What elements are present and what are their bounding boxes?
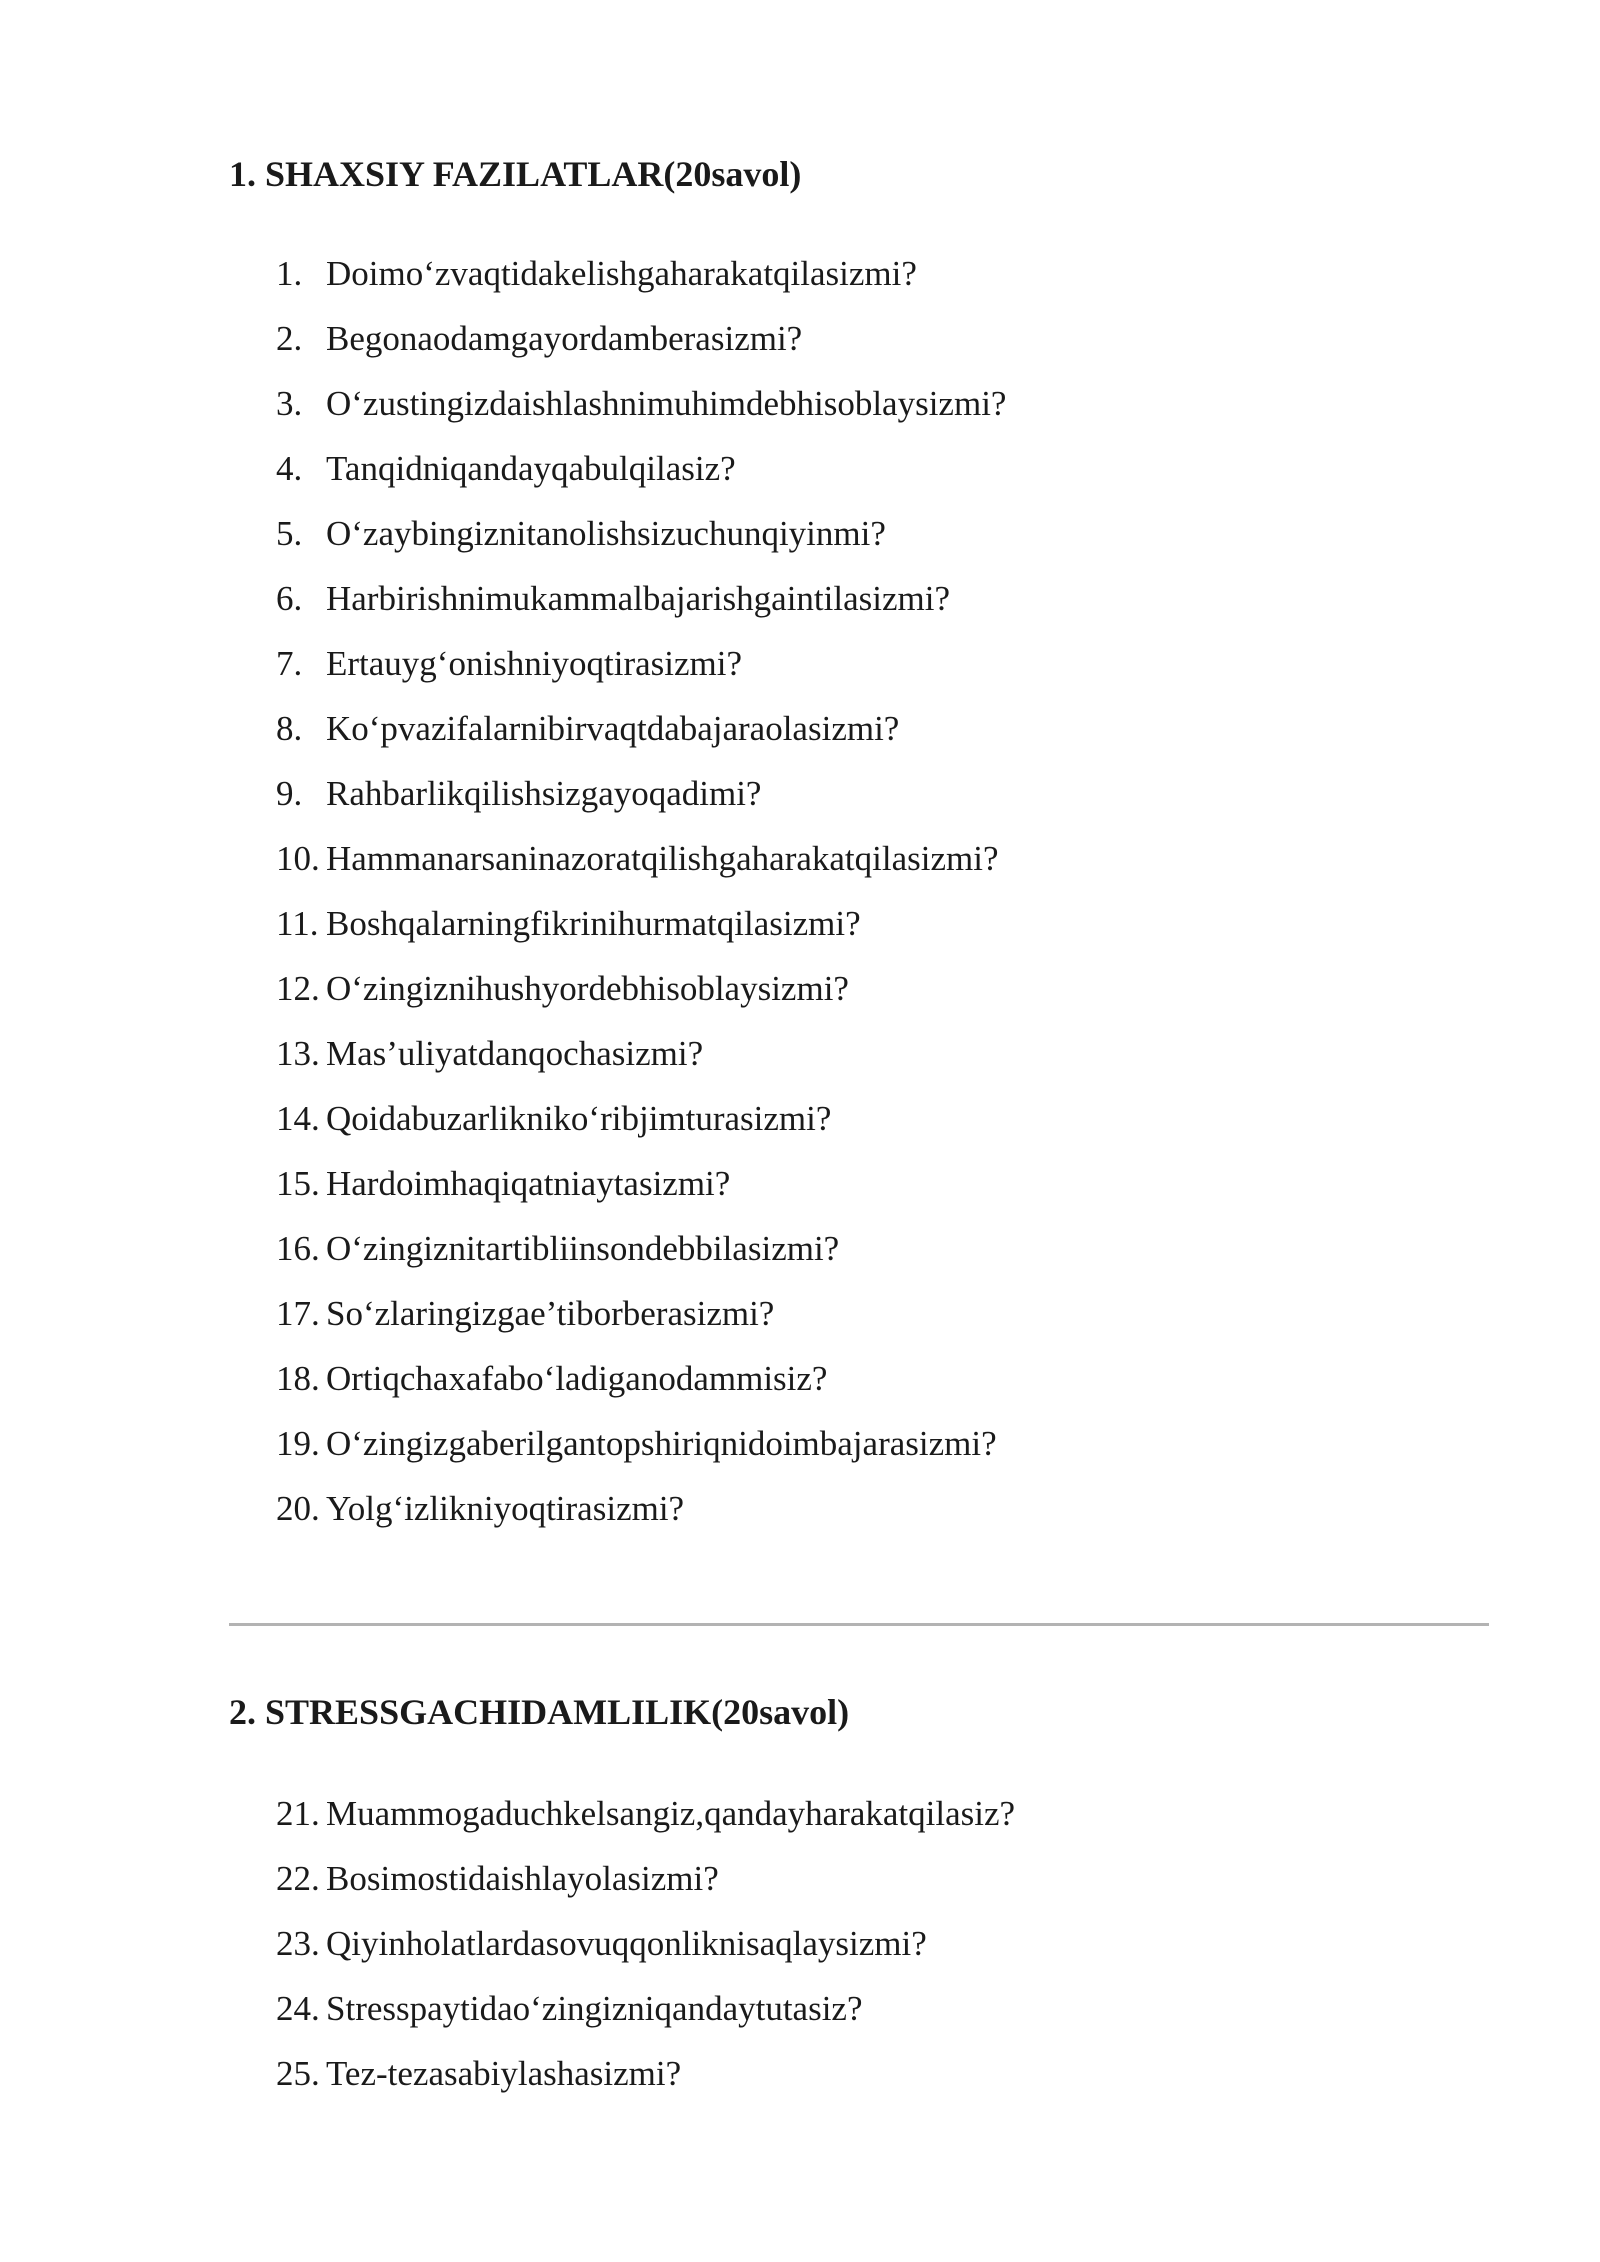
question-text: Yolg‘izlikniyoqtirasizmi? [326, 1489, 685, 1528]
question-number: 1. [276, 254, 303, 293]
question-text: Ertauyg‘onishniyoqtirasizmi? [326, 644, 743, 683]
question-number: 8. [276, 709, 303, 748]
question-item [276, 1922, 1015, 1987]
question-item [276, 707, 1006, 772]
question-text: Harbirishnimukammalbajarishgaintilasizmi? [326, 579, 951, 618]
question-text: O‘zingizgaberilgantopshiriqnidoimbajarasizmi? [326, 1424, 997, 1463]
question-number: 10. [276, 839, 320, 878]
question-number: 2. [276, 319, 303, 358]
question-text: Muammogaduchkelsangiz,qandayharakatqilasiz? [326, 1794, 1016, 1833]
question-text: O‘zingiznihushyordebhisoblaysizmi? [326, 969, 849, 1008]
question-item [276, 252, 1006, 317]
question-text: Rahbarlikqilishsizgayoqadimi? [326, 774, 762, 813]
question-item [276, 772, 1006, 837]
question-number: 6. [276, 579, 303, 618]
question-item [276, 1032, 1006, 1097]
question-item [276, 1792, 1015, 1857]
question-text: Tez-tezasabiylashasizmi? [326, 2054, 682, 2093]
question-item [276, 1487, 1006, 1552]
question-number: 23. [276, 1924, 320, 1963]
question-text: Tanqidniqandayqabulqilasiz? [326, 449, 736, 488]
question-number: 17. [276, 1294, 320, 1333]
question-item [276, 1422, 1006, 1487]
question-item [276, 967, 1006, 1032]
question-item [276, 1097, 1006, 1162]
question-item [276, 317, 1006, 382]
question-number: 13. [276, 1034, 320, 1073]
question-number: 25. [276, 2054, 320, 2093]
question-number: 3. [276, 384, 303, 423]
question-number: 24. [276, 1989, 320, 2028]
question-list-personal-qualities [276, 252, 1006, 1552]
question-number: 14. [276, 1099, 320, 1138]
question-number: 12. [276, 969, 320, 1008]
question-text: Qiyinholatlardasovuqqonliknisaqlaysizmi? [326, 1924, 927, 1963]
question-list-stress-resistance [276, 1792, 1015, 2117]
question-number: 5. [276, 514, 303, 553]
question-number: 4. [276, 449, 303, 488]
question-text: Bosimostidaishlayolasizmi? [326, 1859, 719, 1898]
question-text: Boshqalarningfikrinihurmatqilasizmi? [326, 904, 861, 943]
question-number: 18. [276, 1359, 320, 1398]
question-text: Qoidabuzarlikniko‘ribjimturasizmi? [326, 1099, 832, 1138]
question-item [276, 642, 1006, 707]
question-text: Stresspaytidao‘zingizniqandaytutasiz? [326, 1989, 863, 2028]
question-text: O‘zustingizdaishlashnimuhimdebhisoblaysizmi? [326, 384, 1007, 423]
question-text: So‘zlaringizgae’tiborberasizmi? [326, 1294, 775, 1333]
question-item [276, 1987, 1015, 2052]
question-text: O‘zaybingiznitanolishsizuchunqiyinmi? [326, 514, 886, 553]
question-item [276, 1357, 1006, 1422]
section-heading-personal-qualities: 1. SHAXSIY FAZILATLAR(20savol) [229, 154, 802, 194]
question-item [276, 1227, 1006, 1292]
question-number: 15. [276, 1164, 320, 1203]
question-item [276, 447, 1006, 512]
question-text: Ko‘pvazifalarnibirvaqtdabajaraolasizmi? [326, 709, 900, 748]
question-number: 21. [276, 1794, 320, 1833]
question-item [276, 512, 1006, 577]
question-item [276, 577, 1006, 642]
question-item [276, 2052, 1015, 2117]
section-heading-stress-resistance: 2. STRESSGACHIDAMLILIK(20savol) [229, 1692, 850, 1732]
question-number: 20. [276, 1489, 320, 1528]
question-text: Begonaodamgayordamberasizmi? [326, 319, 803, 358]
question-item [276, 837, 1006, 902]
question-number: 19. [276, 1424, 320, 1463]
question-item [276, 1162, 1006, 1227]
question-number: 16. [276, 1229, 320, 1268]
question-text: Ortiqchaxafabo‘ladiganodammisiz? [326, 1359, 828, 1398]
question-text: Doimo‘zvaqtidakelishgaharakatqilasizmi? [326, 254, 917, 293]
question-item [276, 382, 1006, 447]
question-text: Hammanarsaninazoratqilishgaharakatqilasizmi? [326, 839, 999, 878]
question-item [276, 902, 1006, 967]
section-divider [229, 1623, 1489, 1626]
question-number: 7. [276, 644, 303, 683]
question-number: 22. [276, 1859, 320, 1898]
question-text: O‘zingiznitartibliinsondebbilasizmi? [326, 1229, 840, 1268]
question-number: 11. [276, 904, 319, 943]
question-item [276, 1292, 1006, 1357]
question-text: Hardoimhaqiqatniaytasizmi? [326, 1164, 731, 1203]
question-text: Mas’uliyatdanqochasizmi? [326, 1034, 704, 1073]
question-item [276, 1857, 1015, 1922]
question-number: 9. [276, 774, 303, 813]
